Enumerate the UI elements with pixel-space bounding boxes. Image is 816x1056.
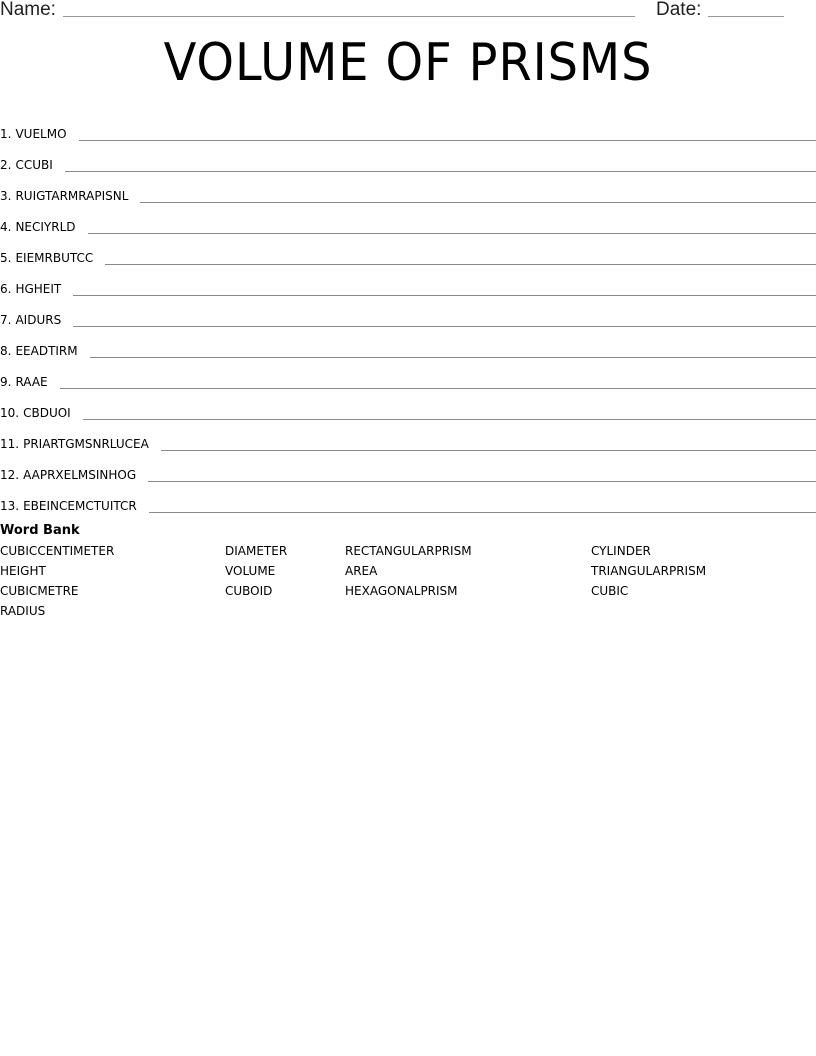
problem-number: 2. [0, 158, 12, 172]
word-bank-word: CUBIC [591, 584, 629, 598]
answer-line[interactable] [90, 356, 816, 358]
scrambled-word: CBDUOI [23, 406, 71, 420]
problem-item [0, 484, 816, 515]
problem-item [0, 453, 816, 484]
answer-line[interactable] [105, 263, 816, 265]
problem-item [0, 174, 816, 205]
date-label: Date: [656, 0, 702, 20]
answer-line[interactable] [65, 170, 816, 172]
problem-number: 11. [0, 437, 20, 451]
problem-label [0, 125, 79, 143]
problem-label [0, 187, 140, 205]
word-bank-title: Word Bank [0, 523, 80, 538]
scrambled-word: EBEINCEMCTUITCR [23, 499, 137, 513]
word-bank-word: VOLUME [225, 564, 276, 578]
worksheet-header [0, 0, 816, 24]
scrambled-word: PRIARTGMSNRLUCEA [23, 437, 149, 451]
problem-label [0, 311, 73, 329]
scrambled-word: AAPRXELMSINHOG [23, 468, 137, 482]
page-title: VOLUME OF PRISMS [163, 33, 653, 93]
name-field[interactable] [63, 16, 635, 17]
word-bank-word: DIAMETER [225, 544, 288, 558]
scrambled-word: HGHEIT [15, 282, 62, 296]
problem-label [0, 435, 161, 453]
problem-label [0, 249, 105, 267]
problem-item [0, 236, 816, 267]
word-bank-word: CUBICCENTIMETER [0, 544, 115, 558]
scrambled-word: EIEMRBUTCC [15, 251, 94, 265]
problem-number: 13. [0, 499, 20, 513]
word-bank-word: CUBICMETRE [0, 584, 79, 598]
problem-label [0, 218, 88, 236]
problem-item [0, 267, 816, 298]
problem-item [0, 298, 816, 329]
problem-number: 10. [0, 406, 20, 420]
problem-label [0, 466, 148, 484]
problem-item [0, 360, 816, 391]
scrambled-word: VUELMO [15, 127, 67, 141]
problem-number: 12. [0, 468, 20, 482]
problem-item [0, 143, 816, 174]
word-bank-row [0, 601, 816, 621]
problem-number: 7. [0, 313, 12, 327]
word-bank-word: CYLINDER [591, 544, 651, 558]
problem-label [0, 497, 149, 515]
word-bank-word: CUBOID [225, 584, 273, 598]
problem-label [0, 373, 60, 391]
name-label: Name: [0, 0, 56, 20]
word-bank-row [0, 561, 816, 581]
scrambled-word: AIDURS [15, 313, 62, 327]
problem-number: 5. [0, 251, 12, 265]
answer-line[interactable] [149, 511, 816, 513]
date-field[interactable] [708, 16, 784, 17]
scrambled-word: NECIYRLD [15, 220, 76, 234]
scrambled-word: CCUBI [15, 158, 53, 172]
word-bank-word: TRIANGULARPRISM [591, 564, 707, 578]
problem-number: 3. [0, 189, 12, 203]
problem-label [0, 156, 65, 174]
problem-item [0, 205, 816, 236]
word-bank-word: HEXAGONALPRISM [345, 584, 458, 598]
answer-line[interactable] [83, 418, 816, 420]
problem-item [0, 329, 816, 360]
problem-number: 9. [0, 375, 12, 389]
problem-label [0, 342, 90, 360]
problem-item [0, 391, 816, 422]
answer-line[interactable] [88, 232, 816, 234]
answer-line[interactable] [79, 139, 816, 141]
problem-number: 6. [0, 282, 12, 296]
scrambled-word: RUIGTARMRAPISNL [15, 189, 129, 203]
problem-number: 4. [0, 220, 12, 234]
problem-item [0, 112, 816, 143]
answer-line[interactable] [73, 294, 816, 296]
word-bank-word: RADIUS [0, 604, 46, 618]
problem-number: 1. [0, 127, 12, 141]
answer-line[interactable] [148, 480, 816, 482]
word-bank-row [0, 541, 816, 561]
word-bank-word: HEIGHT [0, 564, 46, 578]
word-bank-word: AREA [345, 564, 378, 578]
answer-line[interactable] [60, 387, 816, 389]
problem-label [0, 404, 83, 422]
answer-line[interactable] [140, 201, 816, 203]
scrambled-word: EEADTIRM [15, 344, 78, 358]
word-bank-row [0, 581, 816, 601]
word-bank [0, 521, 816, 621]
scrambled-word: RAAE [15, 375, 48, 389]
problem-list [0, 112, 816, 515]
answer-line[interactable] [73, 325, 816, 327]
problem-item [0, 422, 816, 453]
answer-line[interactable] [161, 449, 816, 451]
problem-number: 8. [0, 344, 12, 358]
word-bank-word: RECTANGULARPRISM [345, 544, 472, 558]
problem-label [0, 280, 73, 298]
